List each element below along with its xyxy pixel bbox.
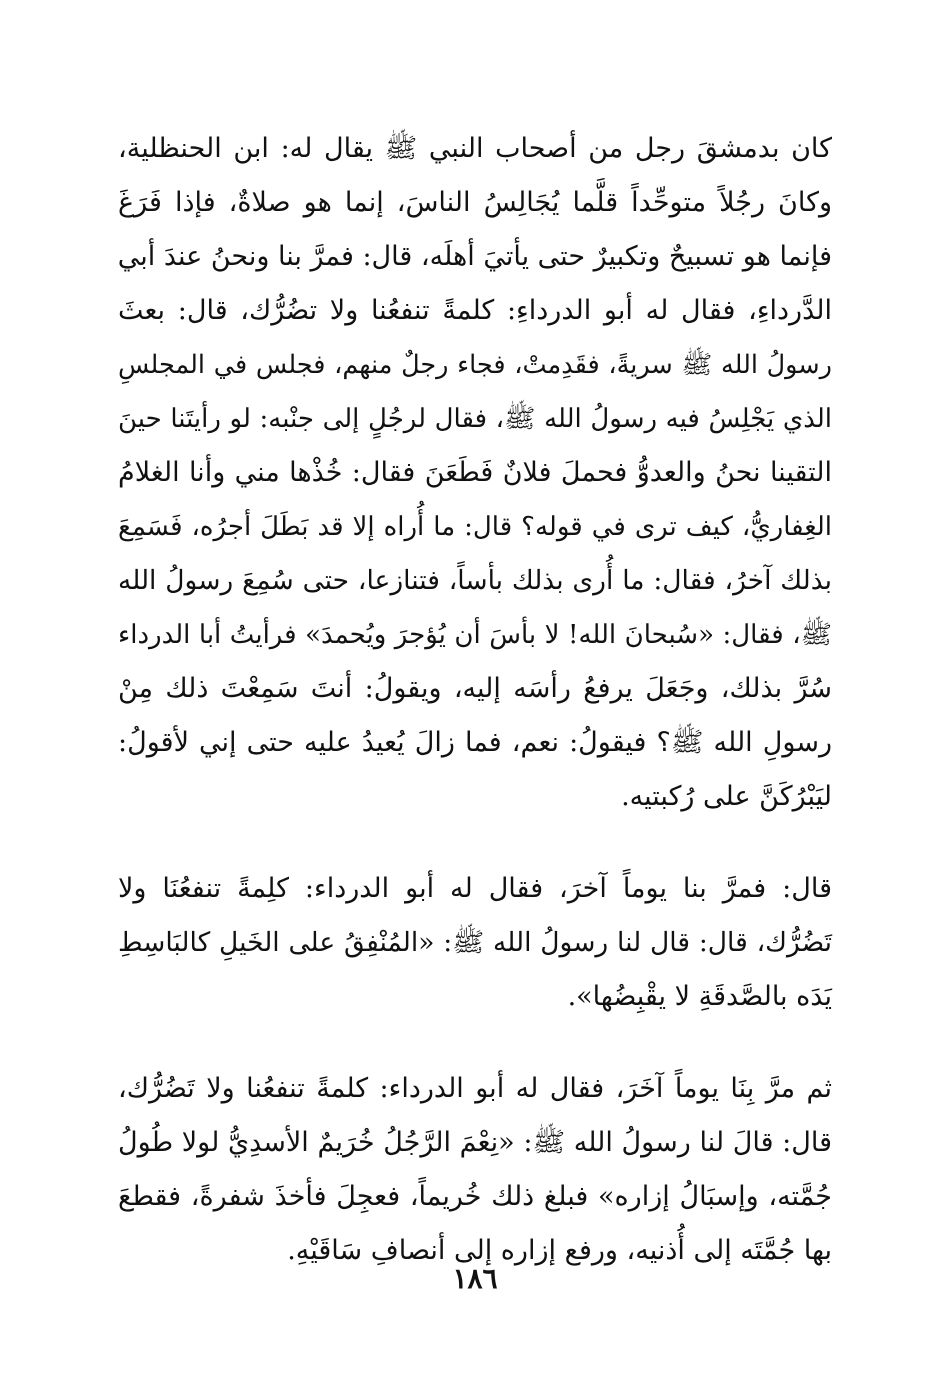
text-line: وكانَ رجُلاً متوحِّداً قلَّما يُجَالِسُ الناسَ، إنما هو صلاةٌ، فإذا فَرَغَ xyxy=(118,187,832,218)
text-line: رسولُ الله ﷺ سريةً، فقَدِمتْ، فجاء رجلٌ منهم، فجلس في المجلسِ xyxy=(118,350,832,380)
paragraph-3 xyxy=(118,1062,832,1278)
paragraph-2 xyxy=(118,862,832,1024)
text-line: بذلك آخرُ، فقال: ما أُرى بذلك بأساً، فتنازعا، حتى سُمِعَ رسولُ الله xyxy=(118,565,832,596)
text-line: الغِفاريُّ، كيف ترى في قوله؟ قال: ما أُراه إلا قد بَطَلَ أجرُه، فَسَمِعَ xyxy=(118,512,832,542)
text-line: الدَّرداءِ، فقال له أبو الدرداءِ: كلمةً تنفعُنا ولا تضُرُّك، قال: بعثَ xyxy=(118,295,832,326)
paragraph-gap xyxy=(118,824,832,862)
text-line: رسولِ الله ﷺ؟ فيقولُ: نعم، فما زالَ يُعيدُ عليه حتى إني لأقولُ: xyxy=(118,727,832,758)
text-line: بها جُمَّتَه إلى أُذنيه، ورفع إزاره إلى أنصافِ سَاقَيْهِ. xyxy=(287,1235,832,1266)
text-line: ﷺ، فقال: «سُبحانَ الله! لا بأسَ أن يُؤجرَ ويُحمدَ» فرأيتُ أبا الدرداء xyxy=(118,620,832,650)
text-line: التقينا نحنُ والعدوُّ فحملَ فلانٌ فَطَعَنَ فقال: خُذْها مني وأنا الغلامُ xyxy=(118,457,832,488)
text-line: سُرَّ بذلك، وجَعَلَ يرفعُ رأسَه إليه، ويقولُ: أنتَ سَمِعْتَ ذلك مِنْ xyxy=(118,673,832,704)
text-line: فإنما هو تسبيحٌ وتكبيرٌ حتى يأتيَ أهلَه، قال: فمرَّ بنا ونحنُ عندَ أبي xyxy=(117,241,832,272)
page-number: ١٨٦ xyxy=(452,1262,498,1295)
text-line: ثم مرَّ بِنَا يوماً آخَرَ، فقال له أبو الدرداء: كلمةً تنفعُنا ولا تَضُرُّك، xyxy=(118,1073,832,1104)
page-body xyxy=(118,122,832,1278)
text-line: ليَبْرُكَنَّ على رُكبتيه. xyxy=(621,781,832,812)
text-line: كان بدمشقَ رجل من أصحاب النبي ﷺ يقال له: ابن الحنظلية، xyxy=(118,133,832,164)
text-line: يَدَه بالصَّدقَةِ لا يقْبِضُها». xyxy=(567,981,832,1012)
text-line: قال: فمرَّ بنا يوماً آخرَ، فقال له أبو الدرداء: كلِمةً تنفعُنَا ولا xyxy=(118,873,832,904)
paragraph-1 xyxy=(118,122,832,824)
text-line: قال: قالَ لنا رسولُ الله ﷺ: «نِعْمَ الرَّجُلُ خُرَيمٌ الأسدِيُّ لولا طُولُ xyxy=(118,1127,832,1158)
text-line: جُمَّته، وإسبَالُ إزاره» فبلغ ذلك خُريماً، فعجِلَ فأخذَ شفرةً، فقطعَ xyxy=(118,1181,832,1212)
paragraph-gap xyxy=(118,1024,832,1062)
text-line: تَضُرُّك، قال: قال لنا رسولُ الله ﷺ: «المُنْفِقُ على الخَيلِ كالبَاسِطِ xyxy=(118,927,832,958)
text-line: الذي يَجْلِسُ فيه رسولُ الله ﷺ، فقال لرجُلٍ إلى جنْبه: لو رأيتَنا حينَ xyxy=(118,404,832,434)
